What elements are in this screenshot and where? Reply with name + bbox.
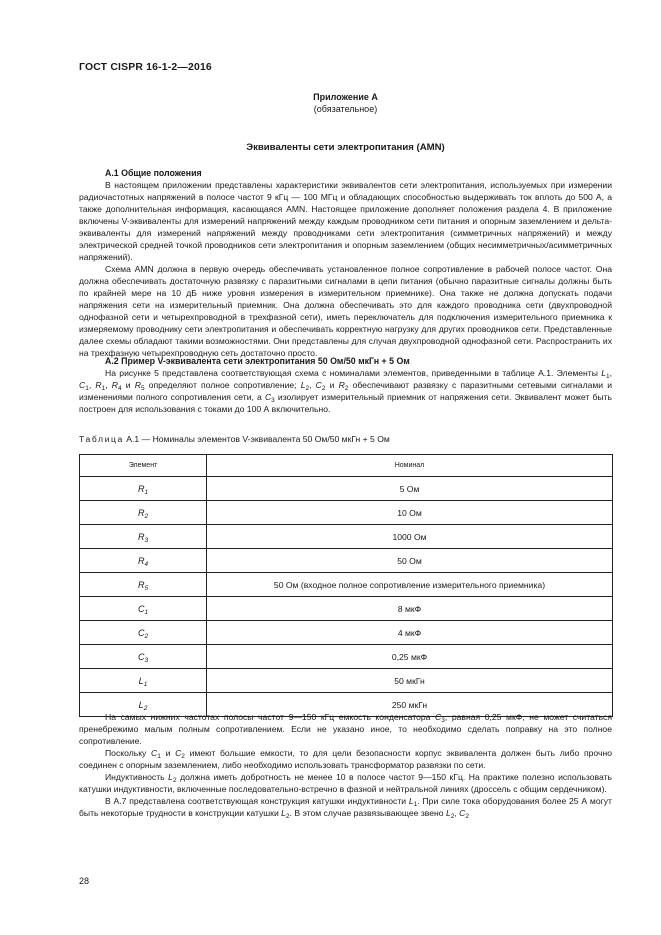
col-value-header: Номинал (207, 455, 613, 477)
element-cell: $L_2$ (80, 693, 207, 717)
annex-status: (обязательное) (313, 104, 378, 114)
a1-paragraph-2: Схема AMN должна в первую очередь обеспечивать установленное полное сопротивление в рабочей полосе частот. Она должна обеспечивать достаточную развязку с паразитными сигналами в цепи питания (обычно паразитные сигналы должны быть по крайней мере на 10 дБ ниже уровня измерения в измерительном приемнике). Она также не должна допускать подачи напряжения сети на измерительный приемник. Она должна обеспечивать это для каждого проводника сети (двухпроводной однофазной сети и четырехпроводной в трехфазной сети), иметь переключатель для подключения измерительного приемника к измеряемому проводнику сети электропитания и обеспечивать корректную нагрузку для других проводников сети. Представленные далее схемы обладают такими возможностями. Они представлены для случая двухпроводной однофазной сети. Распространить их на трехфазную четырехпроводную сеть достаточно просто. (79, 264, 612, 358)
element-cell: $R_4$ (80, 549, 207, 573)
table-row (80, 477, 613, 501)
table-row (80, 525, 613, 549)
a1-paragraph-1: В настоящем приложении представлены характеристики эквивалентов сети электропитания, используемых при измерении радиочастотных напряжений в полосе частот 9 кГц — 100 МГц и обладающих способностью выдерживать ток вплоть до 500 А, а также дополнительная информация, касающаяся AMN. Настоящее приложение дополняет положения раздела 4. В приложение включены V-эквиваленты для измерений напряжений между каждым проводником сети питания и опорным заземлением и дельта-эквиваленты для измерений напряжений между проводниками сети электропитания (симметричных напряжений) и между электрической средней точкой проводников сети электропитания и опорным заземлением (общих несимметричных/асимметричных напряжений). (79, 180, 612, 262)
table-row (80, 669, 613, 693)
section-title: Эквиваленты сети электропитания (AMN) (246, 142, 445, 153)
table-caption-label: Таблица (79, 434, 124, 444)
table-caption-text: А.1 — Номиналы элементов V-эквивалента 50 Ом/50 мкГн + 5 Ом (126, 434, 390, 444)
after-paragraph-4: В А.7 представлена соответствующая конструкция катушки индуктивности $L_1$. При силе тока оборудования более 25 А могут быть некоторые трудности в конструкции катушки $L_2$. В этом случае развязывающее звено $L_2$, $C_2$ (79, 796, 612, 820)
nominal-table (79, 454, 613, 717)
element-cell: $C_1$ (80, 597, 207, 621)
element-cell: $R_2$ (80, 501, 207, 525)
table-header-row (80, 455, 613, 477)
a1-heading: А.1 Общие положения (105, 168, 202, 178)
value-cell: 5 Ом (207, 477, 613, 501)
a2-heading: А.2 Пример V-эквивалента сети электропитания 50 Ом/50 мкГн + 5 Ом (105, 356, 410, 366)
col-element-header: Элемент (80, 455, 207, 477)
table-caption (79, 433, 390, 445)
standard-header: ГОСТ CISPR 16-1-2—2016 (79, 62, 212, 73)
element-cell: $C_2$ (80, 621, 207, 645)
after-paragraph-3: Индуктивность $L_2$ должна иметь добротность не менее 10 в полосе частот 9—150 кГц. На практике полезно использовать катушки индуктивности, включенные последовательно-встречно в фазной и нейтральной линиях (дроссель с общим сердечником). (79, 772, 612, 794)
a2-paragraph-1: На рисунке 5 представлена соответствующая схема с номиналами элементов, приведенными в таблице А.1. Элементы $L_1$, $C_1$, $R_1$, $R_4$ и $R_5$ определяют полное сопротивление; $L_2$, $C_2$ и $R_2$ обеспечивают развязку с паразитными сетевыми сигналами и изменениями полного сопротивления сети, а $C_3$ изолирует измерительный приемник от напряжения сети. Эквивалент может быть построен для использования с токами до 100 А включительно. (79, 368, 613, 414)
table-row (80, 597, 613, 621)
value-cell: 250 мкГн (207, 693, 613, 717)
table-row (80, 501, 613, 525)
value-cell: 8 мкФ (207, 597, 613, 621)
section-a2 (79, 355, 612, 415)
value-cell: 50 мкГн (207, 669, 613, 693)
value-cell: 0,25 мкФ (207, 645, 613, 669)
element-cell: $R_1$ (80, 477, 207, 501)
annex-heading (79, 91, 612, 115)
value-cell: 50 Ом (207, 549, 613, 573)
value-cell: 4 мкФ (207, 621, 613, 645)
table-row (80, 621, 613, 645)
post-table-text (79, 711, 612, 819)
element-cell: $R_5$ (80, 573, 207, 597)
after-paragraph-2: Поскольку $C_1$ и $C_2$ имеют большие емкости, то для цели безопасности корпус эквивалента должен быть либо прочно соединен с опорным заземлением, либо необходимо использовать трансформатор развязки по сети. (79, 748, 613, 770)
table-row (80, 645, 613, 669)
annex-title: Приложение А (313, 92, 378, 102)
table-row (80, 573, 613, 597)
section-a1 (79, 167, 612, 359)
element-cell: $R_3$ (80, 525, 207, 549)
after-paragraph-1: На самых нижних частотах полосы частот 9—150 кГц емкость конденсатора $C_3$, равная 0,25 мкФ, не может считаться пренебрежимо малым полным сопротивлением. Если не указано иное, то необходимо сделать поправку на это полное сопротивление. (79, 712, 612, 746)
element-cell: $L_1$ (80, 669, 207, 693)
element-cell: $C_3$ (80, 645, 207, 669)
value-cell: 1000 Ом (207, 525, 613, 549)
page-number: 28 (79, 876, 90, 886)
value-cell: 10 Ом (207, 501, 613, 525)
table-body (80, 477, 613, 717)
table-row (80, 549, 613, 573)
value-cell: 50 Ом (входное полное сопротивление измерительного приемника) (207, 573, 613, 597)
